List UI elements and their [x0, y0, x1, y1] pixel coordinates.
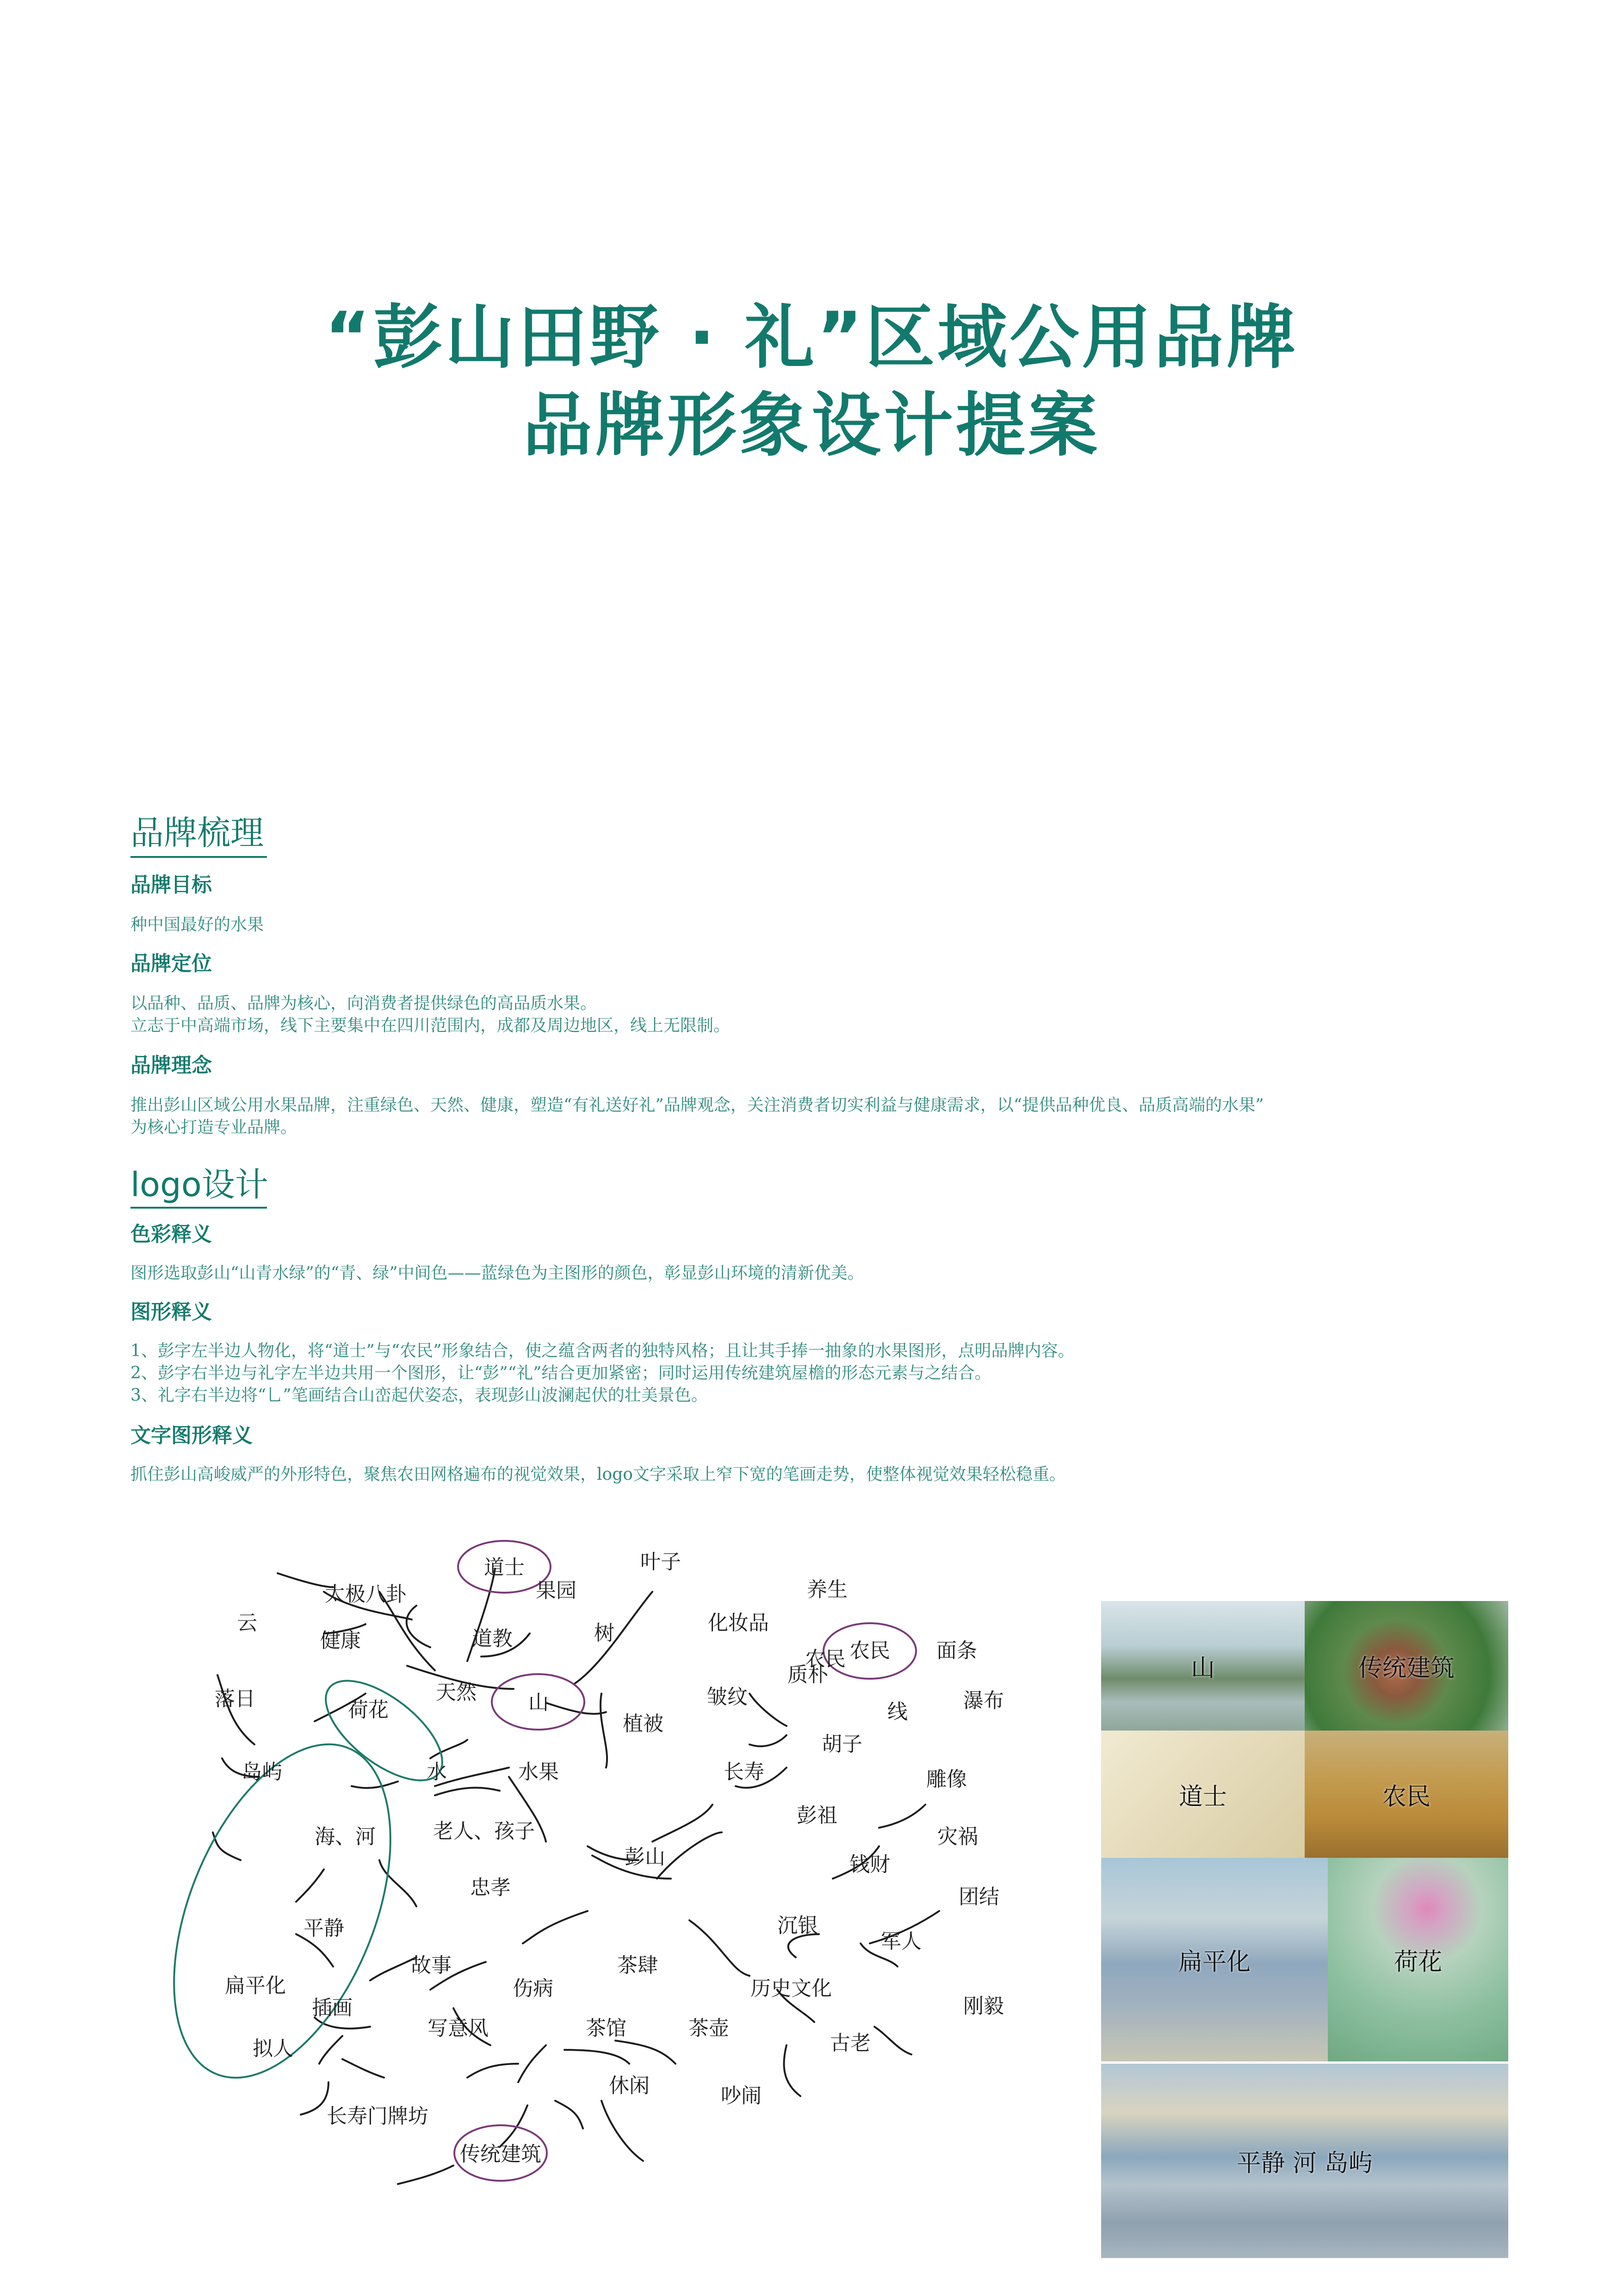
word-diaoxiang: 雕像 — [926, 1768, 967, 1791]
tile-lotus — [1328, 1858, 1508, 2061]
tile-farmer-label: 农民 — [1382, 1783, 1431, 1811]
word-xiuxian: 休闲 — [609, 2074, 650, 2097]
word-pingjing: 平静 — [304, 1917, 344, 1940]
graphic-text-3: 3、礼字右半边将“乚”笔画结合山峦起伏姿态，表现彭山波澜起伏的壮美景色。 — [130, 1386, 708, 1405]
tile-mountain-label: 山 — [1190, 1654, 1215, 1682]
word-laoren: 老人、孩子 — [433, 1819, 535, 1843]
word-yezi: 叶子 — [640, 1550, 681, 1574]
brand-goal-text: 种中国最好的水果 — [130, 915, 264, 934]
word-daojiao: 道教 — [472, 1627, 513, 1651]
word-haihe: 海、河 — [315, 1825, 376, 1849]
word-pengshan: 彭山 — [625, 1845, 665, 1869]
tile-architecture — [1305, 1601, 1508, 1731]
brand-heading: 品牌梳理 — [130, 813, 264, 852]
word-changshoumen: 长寿门牌坊 — [327, 2104, 428, 2128]
word-pengzu: 彭祖 — [797, 1804, 837, 1827]
word-daoyu: 岛屿 — [242, 1760, 282, 1784]
mind-map-highlight-circles — [130, 1541, 916, 2181]
tile-calm — [1101, 2064, 1508, 2258]
text-graphic-text: 抓住彭山高峻威严的外形特色，聚焦农田网格遍布的视觉效果，logo文字采取上窄下宽的笔画走势，使整体视觉效果轻松稳重。 — [130, 1465, 1066, 1484]
word-gushi: 故事 — [411, 1954, 452, 1977]
main-title-line1: “彭山田野 · 礼”区域公用品牌 — [324, 298, 1299, 378]
tile-mountain — [1101, 1601, 1305, 1731]
word-shu: 树 — [594, 1621, 614, 1645]
word-chaonao: 吵闹 — [721, 2084, 762, 2108]
word-chuantong: 传统建筑 — [460, 2142, 541, 2166]
word-chenyin: 沉银 — [777, 1914, 818, 1937]
text-graphic-title: 文字图形释义 — [130, 1424, 253, 1447]
word-zhipu: 质朴 — [787, 1663, 828, 1687]
brand-heading-underline — [130, 856, 267, 858]
tile-farmer — [1305, 1731, 1508, 1858]
tile-architecture-label: 传统建筑 — [1358, 1654, 1455, 1682]
word-shan: 山 — [528, 1691, 549, 1714]
word-yun: 云 — [237, 1611, 257, 1635]
word-tianran: 天然 — [436, 1681, 477, 1704]
tile-calm-label: 平静 河 岛屿 — [1237, 2149, 1373, 2178]
brand-concept-title: 品牌理念 — [130, 1054, 212, 1077]
word-gangyi: 刚毅 — [963, 1994, 1004, 2018]
word-shui: 水 — [427, 1760, 447, 1784]
color-title: 色彩释义 — [130, 1222, 212, 1246]
word-niren: 拟人 — [253, 2037, 293, 2060]
word-chaguan: 茶馆 — [586, 2017, 626, 2040]
word-hehua: 荷花 — [348, 1698, 389, 1722]
word-jiankang: 健康 — [320, 1629, 361, 1652]
brand-position-text-2: 立志于中高端市场，线下主要集中在四川范围内，成都及周边地区，线上无限制。 — [130, 1016, 731, 1035]
word-guoyuan: 果园 — [536, 1579, 576, 1602]
word-yangsheng: 养生 — [807, 1578, 848, 1601]
word-shangbing: 伤病 — [513, 1977, 553, 2000]
word-nongmin-2: 农民 — [849, 1639, 890, 1663]
word-shuiguo: 水果 — [518, 1760, 559, 1784]
word-luori: 落日 — [215, 1687, 255, 1711]
word-daoshi: 道士 — [484, 1556, 525, 1579]
tile-taoist — [1101, 1731, 1305, 1858]
graphic-title: 图形释义 — [130, 1300, 212, 1324]
tile-flat-label: 扁平化 — [1178, 1948, 1251, 1976]
tile-taoist-label: 道士 — [1178, 1783, 1227, 1811]
color-text: 图形选取彭山“山青水绿”的“青、绿”中间色——蓝绿色为主图形的颜色，彰显彭山环境的清新优美。 — [130, 1264, 864, 1283]
logo-heading: logo设计 — [130, 1165, 268, 1204]
brand-position-text-1: 以品种、品质、品牌为核心，向消费者提供绿色的高品质水果。 — [130, 994, 597, 1013]
word-chahua: 插画 — [312, 1996, 353, 2020]
word-taiji: 太极八卦 — [325, 1582, 406, 1606]
word-zhibei: 植被 — [623, 1712, 663, 1736]
brand-concept-text-1: 推出彭山区域公用水果品牌，注重绿色、天然、健康，塑造“有礼送好礼”品牌观念，关注消费者切实利益与健康需求，以“提供品种优良、品质高端的水果” — [130, 1096, 1264, 1115]
main-title-line2: 品牌形象设计提案 — [522, 385, 1100, 466]
word-changshou: 长寿 — [724, 1760, 764, 1784]
word-chahu: 茶壶 — [688, 2017, 729, 2040]
word-xieyifeng: 写意风 — [427, 2017, 489, 2040]
word-xian: 线 — [887, 1700, 908, 1724]
word-gulao: 古老 — [830, 2031, 871, 2055]
graphic-text-1: 1、彭字左半边人物化，将“道士”与“农民”形象结合，使之蕴含两者的独特风格；且让其手捧一抽象的水果图形，点明品牌内容。 — [130, 1341, 1075, 1360]
logo-heading-underline — [130, 1207, 267, 1209]
mind-map — [0, 1527, 1064, 2212]
word-miantiao: 面条 — [936, 1639, 977, 1663]
graphic-text-2: 2、彭字右半边与礼字左半边共用一个图形，让“彭”“礼”结合更加紧密；同时运用传统建筑屋檐的形态元素与之结合。 — [130, 1364, 991, 1383]
word-chasi: 茶肆 — [617, 1954, 658, 1977]
word-zhongxiao: 忠孝 — [470, 1876, 511, 1899]
word-nongmin: 农民 — [805, 1647, 846, 1671]
word-tuanjie: 团结 — [959, 1885, 999, 1909]
word-zhouwen: 皱纹 — [707, 1685, 748, 1709]
word-qiancai: 钱财 — [849, 1853, 890, 1876]
word-bianpinghua: 扁平化 — [225, 1974, 286, 1998]
word-huazhuangpin: 化妆品 — [708, 1611, 769, 1635]
word-lishi: 历史文化 — [750, 1977, 832, 2000]
brand-goal-title: 品牌目标 — [130, 873, 212, 897]
brand-position-title: 品牌定位 — [130, 952, 212, 975]
mind-map-words — [215, 1550, 1004, 2166]
word-pubu: 瀑布 — [963, 1689, 1004, 1713]
tile-flat — [1101, 1858, 1328, 2061]
word-zaihuo: 灾祸 — [937, 1825, 978, 1849]
tile-lotus-label: 荷花 — [1394, 1948, 1442, 1976]
word-junren: 军人 — [881, 1930, 922, 1953]
brand-concept-text-2: 为核心打造专业品牌。 — [130, 1118, 297, 1137]
word-huzi: 胡子 — [822, 1732, 862, 1756]
